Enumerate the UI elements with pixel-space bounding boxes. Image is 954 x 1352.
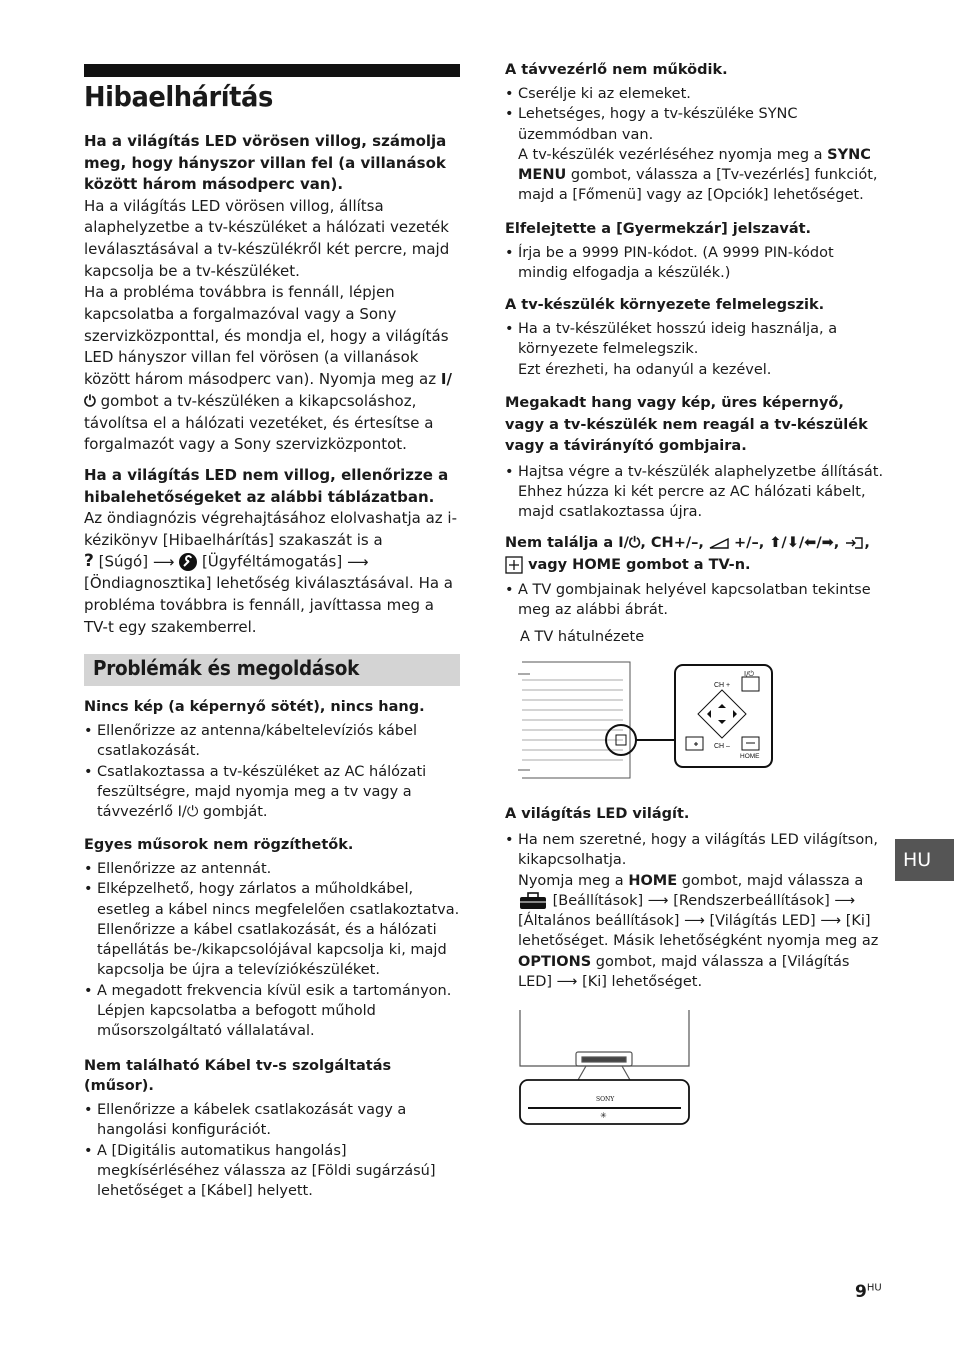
list-item <box>505 104 885 205</box>
text-fragment: +/–, ⬆/⬇/⬅/➡, <box>734 535 840 551</box>
intro-2-paragraph-1 <box>84 508 460 573</box>
list-item-text <box>518 871 887 993</box>
wrench-icon <box>179 553 197 571</box>
intro-block-2 <box>84 465 460 639</box>
power-icon: I/⏻ <box>744 670 754 678</box>
arrow-right-icon: ⟶ <box>346 552 369 571</box>
text-fragment: A tv-készülék vezérléséhez nyomja meg a <box>518 146 823 163</box>
cross-key-icon <box>505 556 523 574</box>
list-item-text: • Ha nem szeretné, hogy a világítás LED világítson, kikapcsolhatja. <box>518 832 879 869</box>
comma: , <box>864 535 870 551</box>
help-question-icon: ? <box>84 551 94 572</box>
help-label: [Súgó] <box>98 552 149 571</box>
problem-title: A világítás LED világít. <box>505 806 690 822</box>
page-number-value: 9 <box>855 1282 867 1302</box>
list-item: • A megadott frekvencia kívül esik a tartományon. Lépjen kapcsolatba a befogott műhold műsorszolgáltató vállalatával. <box>84 981 460 1042</box>
problem-recording <box>84 835 460 1042</box>
problem-cable <box>84 1056 460 1201</box>
system-settings-label: [Rendszerbeállítások] <box>673 892 830 909</box>
text-fragment: lehetőséget. Másik lehetőségként nyomja meg az <box>518 933 879 950</box>
intro-2-paragraph-2: [Öndiagnosztika] lehetőség kiválasztásával. Ha a probléma továbbra is fennáll, javíttassa meg a TV-t egy szakemberrel. <box>84 574 454 636</box>
arrow-keys <box>707 704 737 724</box>
list-item: • Csatlakoztassa a tv-készüléket az AC hálózati feszültségre, majd nyomja meg a tv vagy a távvezérlő I/⏻ gombját. <box>84 762 460 823</box>
settings-label: [Beállítások] <box>552 892 644 909</box>
list-item <box>505 462 885 523</box>
problem-no-picture <box>84 697 460 822</box>
problem-title: Egyes műsorok nem rögzíthetők. <box>84 837 354 853</box>
intro-1-paragraph-1: Ha a világítás LED vörösen villog, állítsa alaphelyzetbe a tv-készüléket a hálózati vezeték leválasztásával a tv-készülékről két percre, majd kapcsolja be a tv-készüléket. <box>84 196 450 280</box>
list-item: • A TV gombjainak helyével kapcsolatban tekintse meg az alábbi ábrát. <box>505 580 890 621</box>
arrow-right-icon: ⟶ <box>152 552 175 571</box>
page-number <box>855 1282 882 1302</box>
general-settings-label: [Általános beállítások] <box>518 913 680 930</box>
problem-parental-lock <box>505 219 885 284</box>
list-item <box>505 830 887 992</box>
page-title: Hibaelhárítás <box>84 80 273 113</box>
led-label: [Világítás LED] <box>709 913 816 930</box>
list-item: • Cserélje ki az elemeket. <box>505 84 885 104</box>
intro-2-heading: Ha a világítás LED nem villog, ellenőrizze a hibalehetőségeket az alábbi táblázatban. <box>84 466 449 506</box>
list-item-text: • Lehetséges, hogy a tv-készüléke SYNC üzemmódban van. <box>518 106 798 143</box>
home-label: HOME <box>740 753 760 760</box>
problem-title <box>505 533 890 576</box>
text-fragment: Nem találja a I/⏻, CH+/–, <box>505 535 704 551</box>
problem-led <box>505 804 887 992</box>
language-tab: HU <box>895 839 954 881</box>
arrow-right-icon: ⟶ <box>834 892 856 909</box>
list-item: • Ellenőrizze a kábelek csatlakozását vagy a hangolási konfigurációt. <box>84 1100 460 1141</box>
input-icon <box>844 536 864 550</box>
text-fragment: gombot, válassza a [Tv-vezérlés] funkciót, majd a [Főmenü] vagy az [Opciók] lehetőséget. <box>518 167 878 204</box>
problem-heat <box>505 295 885 380</box>
problem-title: Nincs kép (a képernyő sötét), nincs hang. <box>84 699 425 715</box>
text-fragment: Nyomja meg a <box>518 872 624 889</box>
intro-2-text-a: Az öndiagnózis végrehajtásához elolvashatja az i-kézikönyv [Hibaelhárítás] szakaszát is a <box>84 509 458 549</box>
intro-block-1 <box>84 131 460 456</box>
home-button-label: HOME <box>628 872 678 889</box>
options-button-label: OPTIONS <box>518 953 592 970</box>
list-item-text: Ellenőrizze a kábel csatlakozását, és a hálózati tápellátás be-/kikapcsolójával kapcsolja ki, majd kapcsolja be újra a televíziókészüléket. <box>97 921 447 979</box>
text-fragment: gombot, majd válassza a [Világítás LED] <box>518 953 850 991</box>
intro-1-text-a: Ha a probléma továbbra is fennáll, lépjen kapcsolatba a forgalmazóval vagy a Sony szervizközponttal, és mondja el, hogy a világítás LED hányszor villan fel vörösen (a villanások között három másodperc van). Nyomja meg az <box>84 283 449 389</box>
list-item: • Írja be a 9999 PIN-kódot. (A 9999 PIN-kódot mindig elfogadja a készülék.) <box>505 243 885 284</box>
intro-1-text-b: gombot a tv-készüléken a kikapcsoláshoz, távolítsa el a hálózati vezetéket, és értesítse a forgalmazót vagy a Sony szervizközpontot. <box>84 391 434 454</box>
tv-rear-diagram <box>518 660 778 785</box>
text-fragment: [Ki] lehetőséget. <box>582 974 703 991</box>
list-item-text: Ehhez húzza ki két percre az AC hálózati kábelt, majd csatlakoztassa újra. <box>518 483 866 521</box>
problem-title: Nem található Kábel tv-s szolgáltatás (műsor). <box>84 1058 392 1094</box>
page-number-suffix: HU <box>866 1282 882 1294</box>
problem-frozen <box>505 393 885 522</box>
support-label: [Ügyféltámogatás] <box>201 552 343 571</box>
ch-minus-label: CH – <box>714 743 730 750</box>
list-item: • Ellenőrizze az antenna/kábeltelevíziós kábel csatlakozását. <box>84 721 460 762</box>
list-item-text: • Elképzelhető, hogy zárlatos a műholdkábel, esetleg a kábel nincs megfelelően csatlakoztatva. <box>97 881 460 918</box>
intro-1-heading: Ha a világítás LED vörösen villog, számolja meg, hogy hányszor villan fel (a villanások között három másodperc van). <box>84 132 447 193</box>
problem-buttons <box>505 533 890 645</box>
list-item <box>505 319 885 380</box>
problem-title: A távvezérlő nem működik. <box>505 62 728 78</box>
list-item-text <box>518 145 885 206</box>
ch-plus-label: CH + <box>714 682 731 689</box>
problem-title: A tv-készülék környezete felmelegszik. <box>505 297 825 313</box>
section-title: Problémák és megoldások <box>93 656 360 680</box>
led-icon: ✳ <box>600 1111 607 1120</box>
tv-front-led-diagram <box>518 1008 693 1128</box>
problem-remote <box>505 60 885 206</box>
intro-1-paragraph-2 <box>84 282 460 456</box>
list-item <box>84 879 460 980</box>
problem-title: Megakadt hang vagy kép, üres képernyő, vagy a tv-készülék nem reagál a tv-készülék vagy a távirányító gombjaira. <box>505 395 868 454</box>
arrow-right-icon: ⟶ <box>684 913 705 930</box>
arrow-right-icon: ⟶ <box>820 913 842 930</box>
list-item-text: Ezt érezheti, ha odanyúl a kezével. <box>518 361 772 378</box>
title-rule <box>84 64 460 77</box>
off-label: [Ki] <box>845 913 871 930</box>
text-fragment: vagy HOME gombot a TV-n. <box>528 556 751 573</box>
text-fragment: gombot, majd válassza a <box>681 872 864 889</box>
arrow-right-icon: ⟶ <box>556 974 578 991</box>
list-item: • A [Digitális automatikus hangolás] megkísérléséhez válassza az [Földi sugárzású] lehetőséget a [Kábel] helyett. <box>84 1141 460 1202</box>
sync-menu-label: SYNC MENU <box>518 146 871 184</box>
section-heading-band <box>84 654 460 686</box>
volume-icon <box>709 537 729 549</box>
sony-logo: SONY <box>596 1096 615 1103</box>
list-item-text: • Hajtsa végre a tv-készülék alaphelyzetbe állítását. <box>518 463 884 480</box>
list-item: • Ellenőrizze az antennát. <box>84 859 460 879</box>
arrow-right-icon: ⟶ <box>647 892 669 909</box>
problem-title: Elfelejtette a [Gyermekzár] jelszavát. <box>505 221 812 237</box>
list-item-text: • Ha a tv-készüléket hosszú ideig használja, a környezete felmelegszik. <box>518 321 838 358</box>
toolbox-icon <box>518 892 548 910</box>
power-symbol: I/⏻ <box>84 370 452 410</box>
diagram-label: A TV hátulnézete <box>520 628 645 645</box>
